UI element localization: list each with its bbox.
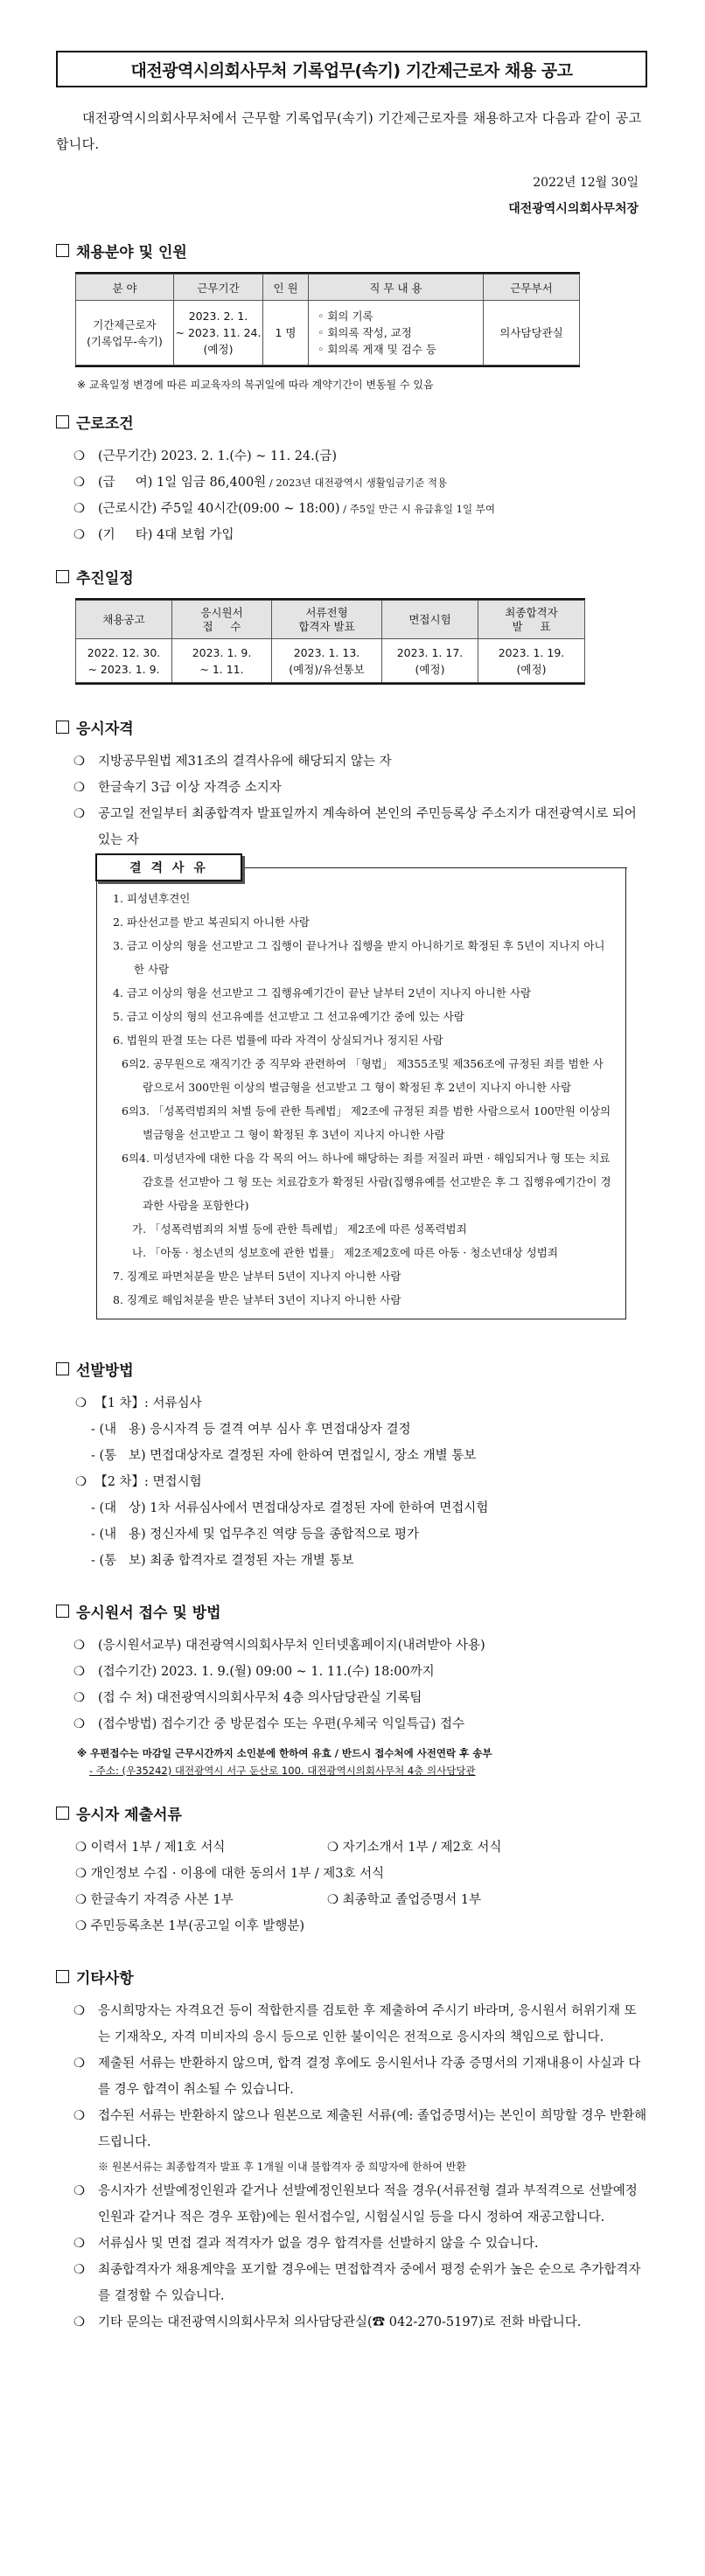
section-title: 근로조건: [76, 415, 134, 433]
condition-label: (기 타): [98, 528, 153, 542]
other-item: [56, 2309, 647, 2336]
circle-bullet-icon: ❍: [73, 476, 85, 490]
cell-line: ~ 1. 11.: [199, 662, 244, 676]
disqualification-item: 1. 피성년후견인: [113, 892, 191, 905]
square-bullet-icon: [56, 721, 69, 734]
period-cell: 2023. 2. 1. ~ 2023. 11. 24. (예정): [174, 301, 263, 366]
other-item: [56, 2103, 647, 2155]
circle-bullet-icon: ❍: [73, 2315, 85, 2329]
circle-bullet-icon: ❍: [73, 781, 85, 795]
condition-item: [56, 470, 647, 496]
header-line: 채용공고: [102, 612, 145, 626]
square-bullet-icon: [56, 1362, 69, 1375]
document-row: [75, 1913, 647, 1939]
cell-line: 2023. 1. 9.: [192, 645, 252, 659]
section-title: 선발방법: [76, 1362, 134, 1380]
condition-label: (근로시간): [98, 502, 157, 516]
circle-bullet-icon: ❍: [73, 528, 85, 542]
cell-line: (예정): [415, 662, 445, 676]
application-text: (접 수 처) 대전광역시의회사무처 4층 의사담당관실 기록팀: [98, 1691, 422, 1705]
other-text: 기타 문의는 대전광역시의회사무처 의사담당관실(☎ 042-270-5197)로 전화 바랍니다.: [98, 2315, 582, 2329]
mail-notice: ※ 우편접수는 마감일 근무시간까지 소인분에 한하여 유효 / 반드시 접수처에 사전연락 후 송부 - 주소: (우35242) 대전광역시 서구 둔산로 100. 대전광역시의회사무처 4층 의사담당관: [77, 1747, 492, 1777]
document-item: ❍ 최종학교 졸업증명서 1부: [327, 1893, 482, 1907]
section-recruit: [56, 240, 647, 392]
stage-heading: ❍ 【1 차】: 서류심사: [75, 1396, 202, 1410]
cell-line: 2023. 1. 13.: [293, 645, 360, 659]
stage-detail: - (대 상) 1차 서류심사에서 면접대상자로 결정된 자에 한하여 면접시험: [91, 1501, 489, 1515]
circle-bullet-icon: ❍: [73, 502, 85, 516]
other-text: 응시희망자는 자격요건 등이 적합한지를 검토한 후 제출하여 주시기 바라며, 응시원서 허위기재 또는 기재착오, 자격 미비자의 응시 등으로 인한 불이익은 전적으로 응시자의 책임으로 합니다.: [98, 2004, 637, 2044]
condition-text: 2023. 2. 1.(수) ~ 11. 24.(금): [160, 449, 338, 463]
application-item: [56, 1633, 647, 1659]
cell-line: (예정)/유선통보: [289, 662, 365, 676]
condition-note: / 주5일 만근 시 유급휴일 1일 부여: [339, 503, 495, 515]
page-title: 대전광역시의회사무처 기록업무(속기) 기간제근로자 채용 공고: [56, 51, 647, 87]
circle-bullet-icon: ❍: [73, 1639, 85, 1653]
duties-cell: ◦ 회의 기록 ◦ 회의록 작성, 교정 ◦ 회의록 게재 및 검수 등: [309, 301, 484, 366]
header-line: 합격자 발표: [298, 619, 355, 633]
circle-bullet-icon: ❍: [73, 807, 85, 821]
circle-bullet-icon: ❍: [73, 2237, 85, 2251]
condition-item: [56, 443, 647, 470]
issuer: 대전광역시의회사무처장: [508, 202, 639, 216]
header-line: 응시원서: [200, 605, 243, 619]
condition-label: (근무기간): [98, 449, 157, 463]
document-item: ❍ 개인정보 수집 · 이용에 대한 동의서 1부 / 제3호 서식: [75, 1867, 385, 1881]
table-header: [382, 601, 478, 639]
circle-bullet-icon: ❍: [73, 2263, 85, 2277]
other-item: [56, 2050, 647, 2103]
document-row: [75, 1835, 647, 1861]
document-row: [75, 1861, 647, 1887]
condition-note: / 2023년 대전광역시 생활임금기준 적용: [266, 477, 448, 489]
header-line: 발 표: [512, 619, 551, 633]
section-eligibility: [56, 716, 647, 1319]
disqualification-item: 6의2. 공무원으로 재직기간 중 직무와 관련하여 「형법」 제355조및 제356조에 규정된 죄를 범한 사람으로서 300만원 이상의 벌금형을 선고받고 그 형이 확정된 후 2년이 지나지 아니한 사람: [122, 1057, 604, 1094]
schedule-cell: [172, 639, 272, 683]
disqualification-item: 5. 금고 이상의 형의 선고유예를 선고받고 그 선고유예기간 중에 있는 사람: [113, 1010, 464, 1023]
other-item: [56, 2231, 647, 2257]
other-text: ※ 원본서류는 최종합격자 발표 후 1개월 이내 불합격자 중 희망자에 한하여 반환: [98, 2161, 466, 2173]
stage-heading: ❍ 【2 차】: 면접시험: [75, 1475, 202, 1489]
application-text: (접수방법) 접수기간 중 방문접수 또는 우편(우체국 익일특급) 접수: [98, 1717, 465, 1731]
schedule-cell: [478, 639, 585, 683]
field-cell: 기간제근로자 (기록업무-속기): [76, 301, 174, 366]
section-title: 응시자격: [76, 721, 134, 738]
document-item: ❍ 자기소개서 1부 / 제2호 서식: [327, 1841, 502, 1855]
section-title: 채용분야 및 인원: [76, 244, 187, 261]
header-line: 접 수: [202, 619, 241, 633]
document-item: ❍ 이력서 1부 / 제1호 서식: [75, 1841, 226, 1855]
announce-date: 2022년 12월 30일: [533, 176, 639, 190]
disqualification-item: 2. 파산선고를 받고 복권되지 아니한 사람: [113, 916, 310, 929]
disqualification-item: 6의3. 「성폭력범죄의 처벌 등에 관한 특례법」 제2조에 규정된 죄를 범한 사람으로서 100만원 이상의 벌금형을 선고받고 그 형이 확정된 후 3년이 지나지 아니한 사람: [122, 1104, 611, 1141]
disqualification-box: [96, 861, 626, 1319]
condition-text: 4대 보험 가입: [156, 528, 234, 542]
other-text: 최종합격자가 채용계약을 포기할 경우에는 면접합격자 중에서 평정 순위가 높은 순으로 추가합격자를 결정할 수 있습니다.: [98, 2263, 641, 2303]
application-item: [56, 1659, 647, 1685]
section-schedule: [56, 566, 647, 688]
stage-detail: - (통 보) 최종 합격자로 결정된 자는 개별 통보: [91, 1554, 354, 1568]
other-item: [56, 2257, 647, 2309]
eligibility-item: [56, 775, 647, 801]
other-text: 서류심사 및 면접 결과 적격자가 없을 경우 합격자를 선발하지 않을 수 있습니다.: [98, 2237, 539, 2251]
condition-text: 주5일 40시간(09:00 ~ 18:00): [160, 502, 340, 516]
intro-text: 대전광역시의회사무처에서 근무할 기록업무(속기) 기간제근로자를 채용하고자 다음과 같이 공고합니다.: [56, 110, 642, 152]
circle-bullet-icon: ❍: [73, 1665, 85, 1679]
schedule-cell: [76, 639, 172, 683]
document-item: ❍ 주민등록초본 1부(공고일 이후 발행분): [75, 1919, 305, 1933]
table-header: 근무기간: [174, 275, 263, 301]
circle-bullet-icon: ❍: [73, 1691, 85, 1705]
section-application: [56, 1600, 647, 1778]
circle-bullet-icon: ❍: [73, 2184, 85, 2198]
circle-bullet-icon: ❍: [73, 1717, 85, 1731]
section-title: 기타사항: [76, 1970, 134, 1988]
schedule-cell: [272, 639, 382, 683]
stage-detail: - (내 용) 응시자격 등 결격 여부 심사 후 면접대상자 결정: [91, 1423, 411, 1437]
square-bullet-icon: [56, 415, 69, 428]
eligibility-text: 한글속기 3급 이상 자격증 소지자: [98, 781, 282, 795]
other-item: [56, 1998, 647, 2050]
square-bullet-icon: [56, 570, 69, 583]
other-text: 응시자가 선발예정인원과 같거나 선발예정인원보다 적을 경우(서류전형 결과 부적격으로 선발예정인원과 같거나 적은 경우 포함)에는 원서접수일, 시험실시일 등을 다시 정하여 재공고합니다.: [98, 2184, 638, 2224]
recruit-note: ※ 교육일정 변경에 따른 피교육자의 복귀일에 따라 계약기간이 변동될 수 있음: [77, 379, 434, 391]
disqualification-item: 가. 「성폭력범죄의 처벌 등에 관한 특례법」 제2조에 따른 성폭력범죄: [132, 1222, 467, 1236]
dept-cell: 의사담당관실: [484, 301, 580, 366]
table-header: 인 원: [263, 275, 309, 301]
circle-bullet-icon: ❍: [73, 449, 85, 463]
disqualification-item: 6. 법원의 판결 또는 다른 법률에 따라 자격이 상실되거나 정지된 사람: [113, 1034, 443, 1047]
other-text: 접수된 서류는 반환하지 않으나 원본으로 제출된 서류(예: 졸업증명서)는 본인이 희망할 경우 반환해 드립니다.: [98, 2109, 647, 2149]
table-header: [76, 601, 172, 639]
disqualification-item: 6의4. 미성년자에 대한 다음 각 목의 어느 하나에 해당하는 죄를 저질러 파면 · 해임되거나 형 또는 치료감호를 선고받아 그 형 또는 치료감호가 확정된 사람(집행유예를 선고받은 후 그 집행유예기간이 경과한 사람을 포함한다): [122, 1152, 611, 1212]
circle-bullet-icon: ❍: [73, 2004, 85, 2018]
cell-line: 2023. 1. 19.: [498, 645, 565, 659]
section-title: 응시원서 접수 및 방법: [76, 1605, 221, 1622]
header-line: 면접시험: [408, 612, 451, 626]
count-cell: 1 명: [263, 301, 309, 366]
square-bullet-icon: [56, 1605, 69, 1618]
condition-label: (급 여): [98, 476, 153, 490]
circle-bullet-icon: ❍: [73, 755, 85, 769]
table-header: [172, 601, 272, 639]
disqualification-title: 결 격 사 유: [95, 853, 242, 881]
other-text: 제출된 서류는 반환하지 않으며, 합격 결정 후에도 응시원서나 각종 증명서의 기재내용이 사실과 다를 경우 합격이 취소될 수 있습니다.: [98, 2057, 641, 2097]
disqualification-item: 4. 금고 이상의 형을 선고받고 그 집행유예기간이 끝난 날부터 2년이 지나지 아니한 사람: [113, 986, 532, 999]
disqualification-item: 나. 「아동 · 청소년의 성보호에 관한 법률」 제2조제2호에 따른 아동 · 청소년대상 성범죄: [132, 1246, 558, 1259]
application-text: (접수기간) 2023. 1. 9.(월) 09:00 ~ 1. 11.(수) 18:00까지: [98, 1665, 435, 1679]
square-bullet-icon: [56, 1970, 69, 1983]
header-line: 최종합격자: [505, 605, 558, 619]
circle-bullet-icon: ❍: [73, 2057, 85, 2071]
other-item: [56, 2155, 647, 2178]
table-header: 분 야: [76, 275, 174, 301]
document-row: [75, 1887, 647, 1913]
stage-detail: - (통 보) 면접대상자로 결정된 자에 한하여 면접일시, 장소 개별 통보: [91, 1449, 477, 1463]
document-item: ❍ 한글속기 자격증 사본 1부: [75, 1893, 234, 1907]
table-header: [272, 601, 382, 639]
application-item: [56, 1711, 647, 1737]
other-item: [56, 2178, 647, 2231]
table-header: [478, 601, 585, 639]
stage-detail: - (내 용) 정신자세 및 업무추진 역량 등을 종합적으로 평가: [91, 1528, 420, 1542]
disqualification-item: 3. 금고 이상의 형을 선고받고 그 집행이 끝나거나 집행을 받지 아니하기로 확정된 후 5년이 지나지 아니한 사람: [113, 939, 605, 976]
section-other: [56, 1966, 647, 2336]
section-title: 응시자 제출서류: [76, 1807, 182, 1824]
section-documents: [56, 1802, 647, 1939]
eligibility-text: 지방공무원법 제31조의 결격사유에 해당되지 않는 자: [98, 755, 392, 769]
cell-line: (예정): [516, 662, 547, 676]
cell-line: 2022. 12. 30.: [87, 645, 161, 659]
condition-item: [56, 522, 647, 548]
eligibility-item: [56, 801, 647, 853]
eligibility-text: 공고일 전일부터 최종합격자 발표일까지 계속하여 본인의 주민등록상 주소지가 대전광역시로 되어 있는 자: [98, 807, 637, 847]
cell-line: ~ 2023. 1. 9.: [87, 662, 160, 676]
section-title: 추진일정: [76, 570, 134, 588]
header-line: 서류전형: [305, 605, 348, 619]
circle-bullet-icon: ❍: [73, 2109, 85, 2123]
square-bullet-icon: [56, 1807, 69, 1820]
section-selection: [56, 1358, 647, 1574]
schedule-table: [75, 600, 585, 683]
application-item: [56, 1685, 647, 1711]
table-header: 직 무 내 용: [309, 275, 484, 301]
schedule-cell: [382, 639, 478, 683]
table-header: 근무부서: [484, 275, 580, 301]
application-text: (응시원서교부) 대전광역시의회사무처 인터넷홈페이지(내려받아 사용): [98, 1639, 485, 1653]
recruit-table: [75, 274, 580, 366]
cell-line: 2023. 1. 17.: [396, 645, 464, 659]
disqualification-item: 7. 징계로 파면처분을 받은 날부터 5년이 지나지 아니한 사람: [113, 1270, 401, 1283]
condition-text: 1일 임금 86,400원: [156, 476, 267, 490]
disqualification-item: 8. 징계로 해임처분을 받은 날부터 3년이 지나지 아니한 사람: [113, 1293, 401, 1306]
section-conditions: [56, 411, 647, 548]
square-bullet-icon: [56, 244, 69, 257]
condition-item: [56, 496, 647, 522]
eligibility-item: [56, 748, 647, 775]
